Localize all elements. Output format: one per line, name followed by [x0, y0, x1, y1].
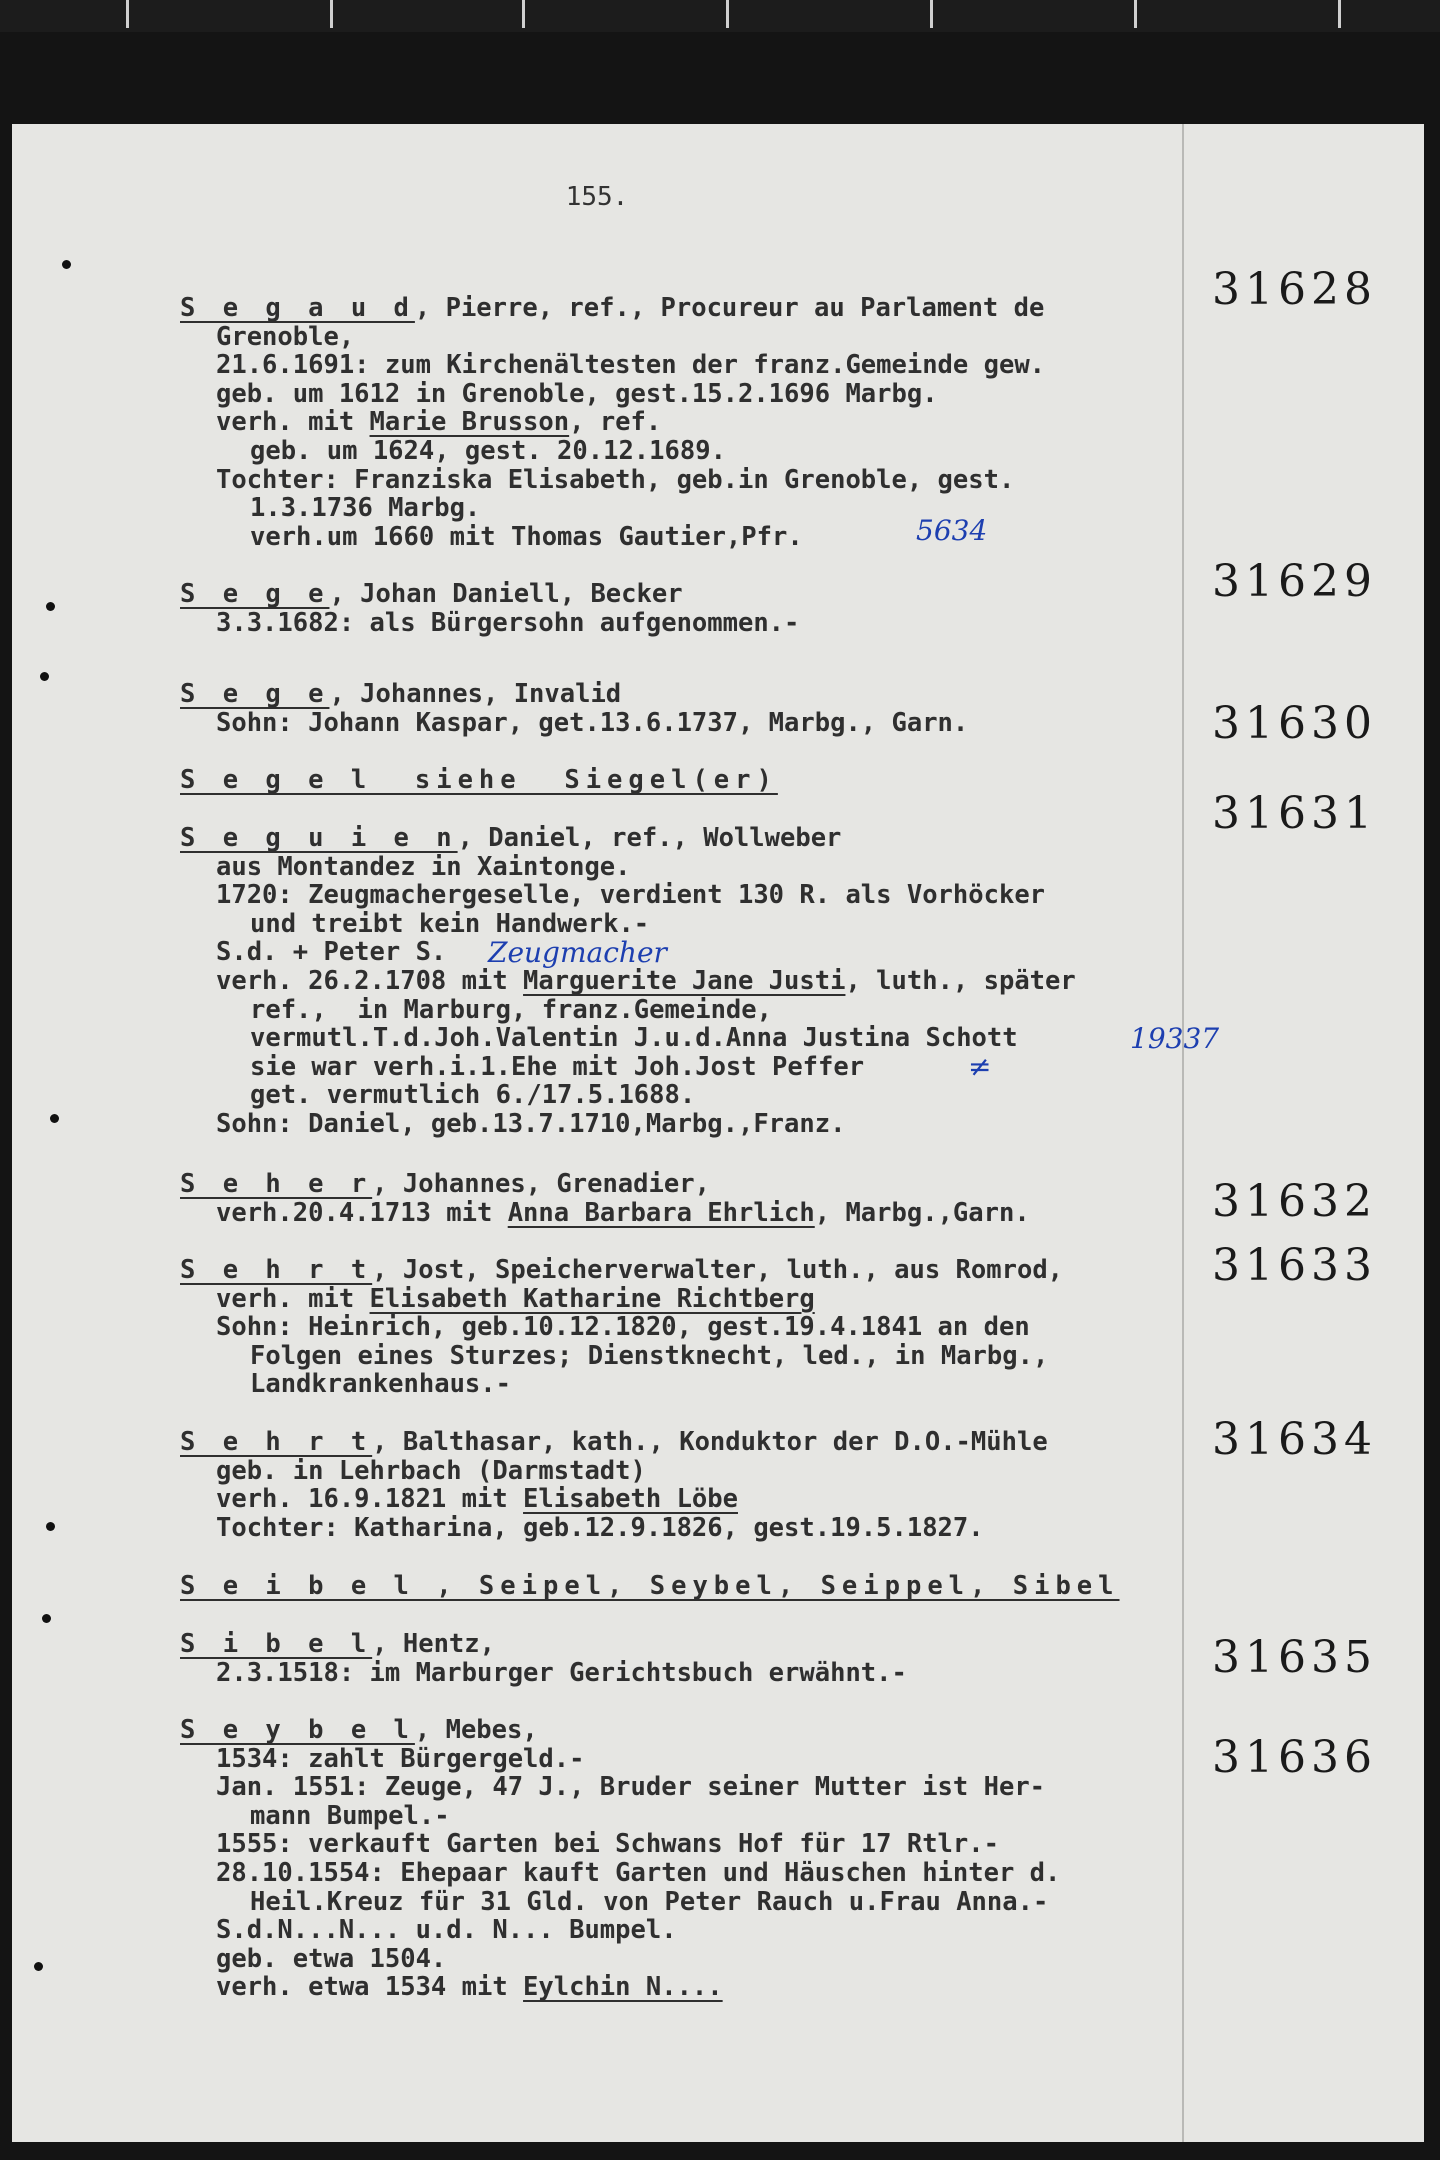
- entry-text: verh.20.4.1713 mit: [216, 1197, 508, 1228]
- entry-text: verh. 26.2.1708 mit: [216, 965, 524, 996]
- entry-surname: S e g e: [180, 679, 330, 709]
- entry-text: , Johannes, Invalid: [329, 679, 622, 709]
- entry-text: Jan. 1551: Zeuge, 47 J., Bruder seiner Mutter ist Her-: [216, 1772, 1046, 1803]
- entry-text: vermutl.T.d.Joh.Valentin J.u.d.Anna Justina Schott: [250, 1023, 1018, 1054]
- entry-text: Sohn: Heinrich, geb.10.12.1820, gest.19.4.1841 an den: [216, 1312, 1030, 1343]
- entry-surname: S e h r t: [180, 1427, 373, 1457]
- punch-hole: [46, 602, 55, 611]
- entry-surname: S e g u i e n: [180, 823, 458, 853]
- entry-text: aus Montandez in Xaintonge.: [216, 851, 631, 882]
- record-number: 31631: [1212, 788, 1377, 839]
- entry-surname: S i b e l: [180, 1629, 373, 1659]
- entry-seher: [180, 1170, 1220, 1227]
- entry-text: sie war verh.i.1.Ehe mit Joh.Jost Peffer: [250, 1051, 865, 1082]
- entry-text: 1720: Zeugmachergeselle, verdient 130 R. als Vorhöcker: [216, 880, 1046, 911]
- entry-text: , Johannes, Grenadier,: [372, 1169, 710, 1199]
- entry-text: verh. mit: [216, 407, 370, 438]
- strip-tick: [1134, 0, 1137, 28]
- entry-text: Landkrankenhaus.-: [250, 1369, 511, 1400]
- entry-text: Heil.Kreuz für 31 Gld. von Peter Rauch u.Frau Anna.-: [250, 1886, 1049, 1917]
- entry-text: geb. in Lehrbach (Darmstadt): [216, 1455, 646, 1486]
- handwritten-note: Zeugmacher: [488, 936, 667, 969]
- entry-text: und treibt kein Handwerk.-: [250, 908, 650, 939]
- entry-text: geb. etwa 1504.: [216, 1943, 447, 1974]
- handwritten-note: 19337: [1130, 1022, 1220, 1055]
- cross-reference: S e g e l siehe Siegel(er): [180, 765, 778, 795]
- entry-text: 3.3.1682: als Bürgersohn aufgenommen.-: [216, 607, 800, 638]
- entry-sege-2: [180, 680, 1220, 737]
- punch-hole: [34, 1962, 43, 1971]
- entry-text: 2.3.1518: im Marburger Gerichtsbuch erwähnt.-: [216, 1657, 907, 1688]
- entry-text: Folgen eines Sturzes; Dienstknecht, led., in Marbg.,: [250, 1340, 1049, 1371]
- handwritten-note: 5634: [916, 514, 988, 547]
- entry-surname: S e g e: [180, 579, 330, 609]
- record-number: 31635: [1212, 1632, 1377, 1683]
- cross-reference: S e i b e l , Seipel, Seybel, Seippel, Sibel: [180, 1571, 1120, 1601]
- entry-text: 21.6.1691: zum Kirchenältesten der franz.Gemeinde gew.: [216, 350, 1046, 381]
- entry-sibel: [180, 1630, 1220, 1687]
- entry-text: Tochter: Katharina, geb.12.9.1826, gest.19.5.1827.: [216, 1512, 984, 1543]
- punch-hole: [62, 260, 71, 269]
- entry-text: , Johan Daniell, Becker: [329, 579, 683, 609]
- entry-text: S.d.N...N... u.d. N... Bumpel.: [216, 1915, 677, 1946]
- entry-seguien: [180, 824, 1220, 1139]
- entry-text: , Pierre, ref., Procureur au Parlament de: [414, 293, 1045, 323]
- entry-text: mann Bumpel.-: [250, 1800, 450, 1831]
- entry-sehrt-2: [180, 1428, 1220, 1542]
- entry-surname: S e h r t: [180, 1255, 373, 1285]
- entry-text: 1534: zahlt Bürgergeld.-: [216, 1743, 585, 1774]
- entry-surname: S e g a u d: [180, 293, 415, 323]
- spouse-name: Elisabeth Katharine Richtberg: [369, 1283, 815, 1314]
- handwritten-note: ≠: [968, 1050, 992, 1083]
- entry-text: Sohn: Daniel, geb.13.7.1710,Marbg.,Franz.: [216, 1108, 846, 1139]
- entry-text: S.d. + Peter S.: [216, 937, 447, 968]
- entry-text: geb. um 1624, gest. 20.12.1689.: [250, 435, 726, 466]
- entry-surname: S e y b e l: [180, 1715, 415, 1745]
- entry-sehrt-1: [180, 1256, 1220, 1399]
- record-number: 31632: [1212, 1176, 1377, 1227]
- spouse-name: Anna Barbara Ehrlich: [507, 1197, 815, 1228]
- entry-text: verh. etwa 1534 mit: [216, 1972, 524, 2003]
- strip-tick: [726, 0, 729, 28]
- punch-hole: [42, 1614, 51, 1623]
- entry-text: 28.10.1554: Ehepaar kauft Garten und Häuschen hinter d.: [216, 1857, 1061, 1888]
- entry-text: , luth., später: [845, 965, 1076, 996]
- entry-text: , ref.: [569, 407, 662, 438]
- entry-text: get. vermutlich 6./17.5.1688.: [250, 1080, 696, 1111]
- entry-surname: S e h e r: [180, 1169, 373, 1199]
- spouse-name: Marguerite Jane Justi: [523, 965, 846, 996]
- punch-hole: [50, 1114, 59, 1123]
- document-page: [12, 124, 1424, 2142]
- strip-tick: [330, 0, 333, 28]
- entry-seibel-reference: [180, 1572, 1220, 1601]
- punch-hole: [40, 672, 49, 681]
- entry-text: verh. mit: [216, 1283, 370, 1314]
- record-number: 31629: [1212, 556, 1377, 607]
- entry-text: , Jost, Speicherverwalter, luth., aus Romrod,: [372, 1255, 1064, 1285]
- entry-text: verh. 16.9.1821 mit: [216, 1484, 524, 1515]
- entry-text: , Mebes,: [414, 1715, 538, 1745]
- strip-tick: [930, 0, 933, 28]
- entry-sege-1: [180, 580, 1220, 637]
- entry-text: Sohn: Johann Kaspar, get.13.6.1737, Marbg., Garn.: [216, 707, 969, 738]
- entry-text: , Balthasar, kath., Konduktor der D.O.-Mühle: [372, 1427, 1048, 1457]
- entry-text: Tochter: Franziska Elisabeth, geb.in Grenoble, gest.: [216, 464, 1015, 495]
- entry-text: geb. um 1612 in Grenoble, gest.15.2.1696 Marbg.: [216, 378, 938, 409]
- strip-tick: [126, 0, 129, 28]
- record-number: 31628: [1212, 264, 1377, 315]
- entry-text: , Marbg.,Garn.: [814, 1197, 1030, 1228]
- entry-text: verh.um 1660 mit Thomas Gautier,Pfr.: [250, 521, 803, 552]
- entry-segel-reference: [180, 766, 1220, 795]
- entry-seybel: [180, 1716, 1220, 2002]
- entry-text: 1555: verkauft Garten bei Schwans Hof für 17 Rtlr.-: [216, 1829, 999, 1860]
- page-number: 155.: [565, 182, 629, 212]
- entry-text: , Hentz,: [372, 1629, 495, 1659]
- strip-tick: [522, 0, 525, 28]
- entry-text: Grenoble,: [216, 321, 355, 352]
- spouse-name: Marie Brusson: [369, 407, 570, 438]
- record-number: 31633: [1212, 1240, 1377, 1291]
- record-number: 31636: [1212, 1732, 1377, 1783]
- entry-text: , Daniel, ref., Wollweber: [457, 823, 842, 853]
- spouse-name: Elisabeth Löbe: [523, 1484, 738, 1515]
- entry-text: ref., in Marburg, franz.Gemeinde,: [250, 994, 772, 1025]
- strip-tick: [1338, 0, 1341, 28]
- record-number: 31634: [1212, 1414, 1377, 1465]
- entry-segaud: [180, 294, 1220, 551]
- spouse-name: Eylchin N....: [523, 1972, 723, 2003]
- punch-hole: [46, 1522, 55, 1531]
- record-number: 31630: [1212, 698, 1377, 749]
- film-strip-top: [0, 0, 1440, 32]
- entry-text: 1.3.1736 Marbg.: [250, 493, 481, 524]
